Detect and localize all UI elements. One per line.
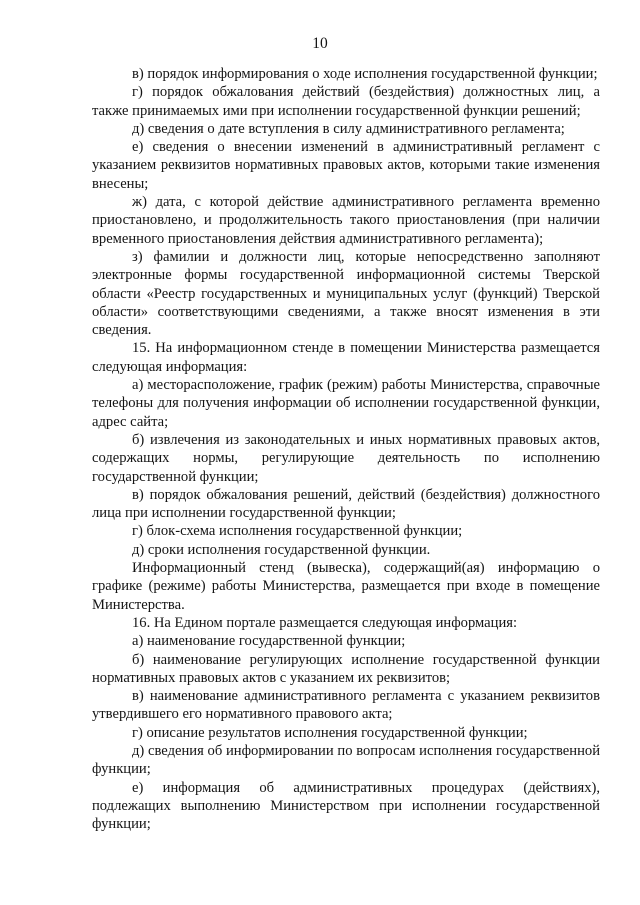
paragraph: е) сведения о внесении изменений в административный регламент с указанием реквизитов нормативных правовых актов, которыми такие изменения внесены; xyxy=(92,139,600,192)
paragraph: 15. На информационном стенде в помещении Министерства размещается следующая информация: xyxy=(92,340,600,375)
paragraph: 16. На Едином портале размещается следующая информация: xyxy=(132,614,518,631)
paragraph: д) сроки исполнения государственной функции. xyxy=(132,541,431,558)
paragraph: в) наименование административного регламента с указанием реквизитов утвердившего его нормативного правового акта; xyxy=(92,688,600,723)
paragraph: Информационный стенд (вывеска), содержащий(ая) информацию о графике (режиме) работы Министерства, размещается при входе в помещение Министерства. xyxy=(92,560,600,613)
paragraph: а) месторасположение, график (режим) работы Министерства, справочные телефоны для получения информации об исполнении государственной функции, адрес сайта; xyxy=(92,377,600,430)
paragraph: в) порядок обжалования решений, действий (бездействия) должностного лица при исполнении государственной функции; xyxy=(92,486,600,522)
paragraph: в) порядок информирования о ходе исполнения государственной функции; xyxy=(132,66,598,82)
paragraph: г) блок-схема исполнения государственной функции; xyxy=(132,523,463,540)
paragraph: б) наименование регулирующих исполнение государственной функции нормативных правовых актов с указанием их реквизитов; xyxy=(92,651,600,686)
paragraph: г) описание результатов исполнения государственной функции; xyxy=(132,724,528,741)
paragraph: б) извлечения из законодательных и иных нормативных правовых актов, содержащих нормы, регулирующие деятельность по исполнению государственной функции; xyxy=(92,431,600,485)
paragraph: ж) дата, с которой действие административного регламента временно приостановлено, и продолжительность такого приостановления (при наличии временного приостановления действия административного регламента); xyxy=(92,194,600,247)
page-number: 10 xyxy=(312,35,328,52)
paragraph: д) сведения о дате вступления в силу административного регламента; xyxy=(132,120,565,137)
paragraph: д) сведения об информировании по вопросам исполнения государственной функции; xyxy=(92,742,600,778)
paragraph: а) наименование государственной функции; xyxy=(132,633,406,650)
document-body xyxy=(92,65,600,833)
paragraph: з) фамилии и должности лиц, которые непосредственно заполняют электронные формы государственной информационной системы Тверской области «Реестр государственных и муниципальных услуг (функций) Тверской области» соответствующими сведениями, а также вносят изменения в эти сведения. xyxy=(92,248,600,339)
paragraph: е) информация об административных процедурах (действиях), подлежащих выполнению Министерством при исполнении государственной функции; xyxy=(92,779,600,833)
paragraph: г) порядок обжалования действий (бездействия) должностных лиц, а также принимаемых ими при исполнении государственной функции решений; xyxy=(92,84,600,119)
